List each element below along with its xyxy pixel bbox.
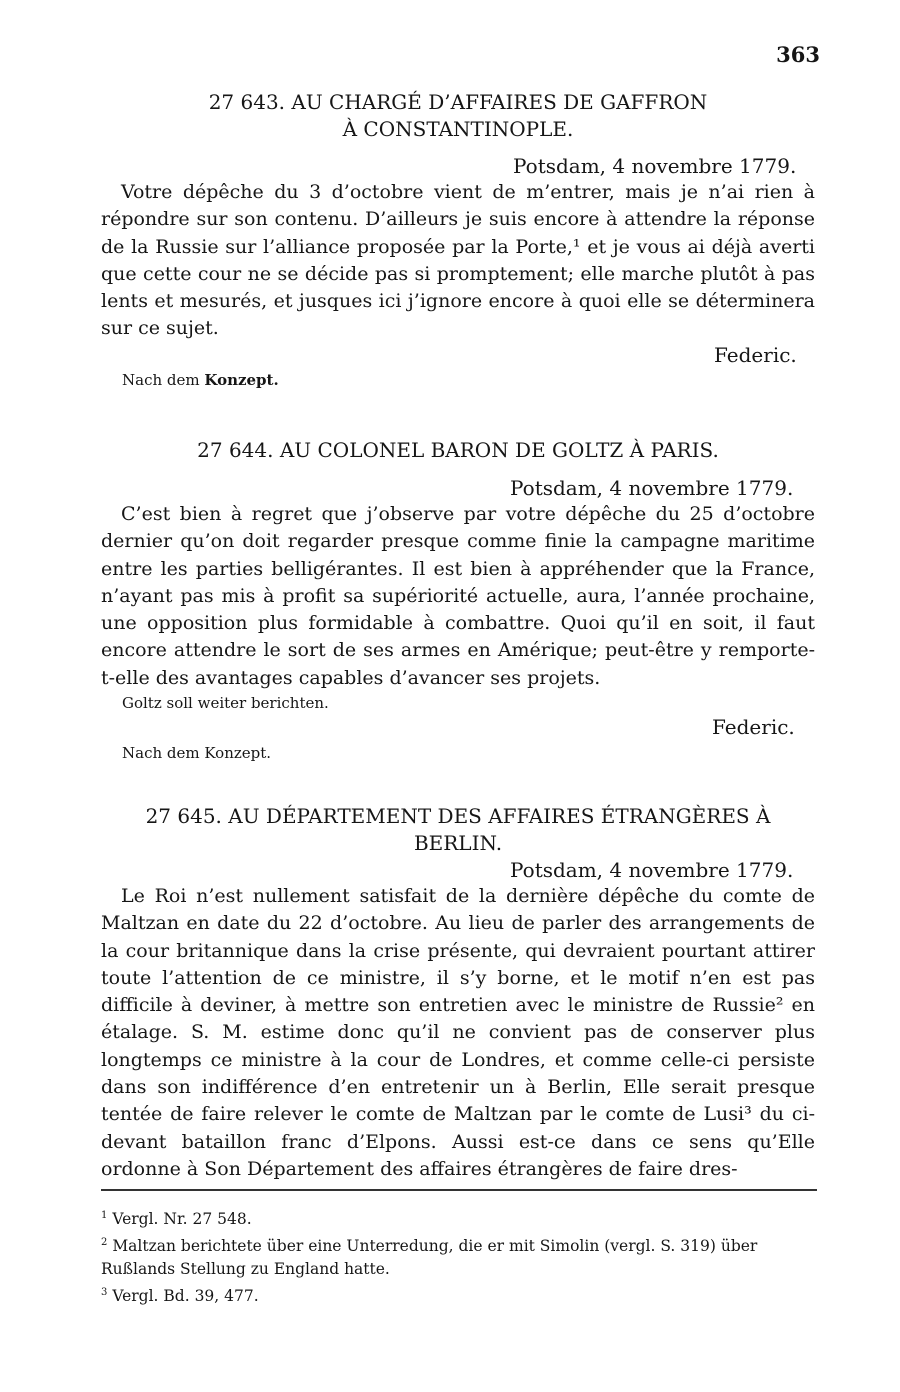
signature: Federic. [714,343,797,367]
letter-heading-line: 27 645. AU DÉPARTEMENT DES AFFAIRES ÉTRANGÈRES À [145,804,771,828]
footnote-continuation: Rußlands Stellung zu England hatte. [101,1260,390,1279]
place-date: Potsdam, 4 novembre 1779. [513,154,797,178]
letter-heading-27643 [101,89,815,143]
footnote-text: Vergl. Bd. 39, 477. [112,1287,259,1306]
letter-heading-line: 27 643. AU CHARGÉ D’AFFAIRES DE GAFFRON [208,90,708,114]
footnote-rule [101,1189,817,1191]
source-note: Nach dem Konzept. [122,744,272,762]
footnote-text: Vergl. Nr. 27 548. [112,1210,252,1229]
footnote-mark: 2 [101,1237,108,1249]
place-date: Potsdam, 4 novembre 1779. [510,858,794,882]
signature: Federic. [712,715,795,739]
letter-body: C’est bien à regret que j’observe par votre dépêche du 25 d’octobre dernier qu’on doit regarder presque comme finie la campagne maritime entre les parties belligérantes. Il est bien à appréhender que la France, n’ayant pas mis à profit sa supériorité actuelle, aura, l’année prochaine, une opposition plus formidable à combattre. Quoi qu’il en soit, il faut encore attendre le sort de ses armes en Amérique; peut-être y remporte-t-elle des avantages capables d’avancer ses projets. [101,503,815,689]
letter-heading-27645 [101,803,815,857]
source-note [122,370,279,390]
letter-heading-line: BERLIN. [413,831,503,855]
letter-heading-line: 27 644. AU COLONEL BARON DE GOLTZ À PARIS. [197,438,719,462]
source-bold: Konzept. [204,371,279,389]
footnote-mark: 1 [101,1210,108,1221]
letter-body: Votre dépêche du 3 d’octobre vient de m’entrer, mais je n’ai rien à répondre sur son contenu. D’ailleurs je suis encore à attendre la réponse de la Russie sur l’alliance proposée par la Porte,¹ et je vous ai déjà averti que cette cour ne se décide pas si promptement; elle marche plutôt à pas lents et mesurés, et jusques ici j’ignore encore à quoi elle se déterminera sur ce sujet. [101,181,815,340]
footnote [101,1231,815,1258]
letter-body: Le Roi n’est nullement satisfait de la dernière dépêche du comte de Maltzan en date du 22 d’octobre. Au lieu de parler des arrangements de la cour britannique dans la crise présente, qui devraient pourtant attirer toute l’attention de ce ministre, il s’y borne, et le motif n’en est pas difficile à deviner, à mettre son entretien avec le ministre de Russie² en étalage. S. M. estime donc qu’il ne convient pas de conserver plus longtemps ce ministre à la cour de Londres, et comme celle-ci persiste dans son indifférence d’en entretenir un à Berlin, Elle serait presque tentée de faire relever le comte de Maltzan par le comte de Lusi³ du ci-devant bataillon franc d’Elpons. Aussi est-ce dans ce sens qu’Elle ordonne à Son Département des affaires étrangères de faire dres- [101,885,815,1180]
letter-heading-27644 [101,437,815,464]
footnote [101,1281,815,1308]
footnote-text: Maltzan berichtete über eine Unterredung, die er mit Simolin (vergl. S. 319) über [112,1237,758,1256]
letter-heading-line: À CONSTANTINOPLE. [342,117,574,141]
source-prefix: Nach dem [122,371,205,389]
footnotes [101,1204,815,1308]
editorial-note: Goltz soll weiter berichten. [122,694,329,712]
place-date: Potsdam, 4 novembre 1779. [510,476,794,500]
footnote [101,1204,815,1231]
page-number: 363 [776,42,820,67]
footnote-mark: 3 [101,1287,108,1299]
